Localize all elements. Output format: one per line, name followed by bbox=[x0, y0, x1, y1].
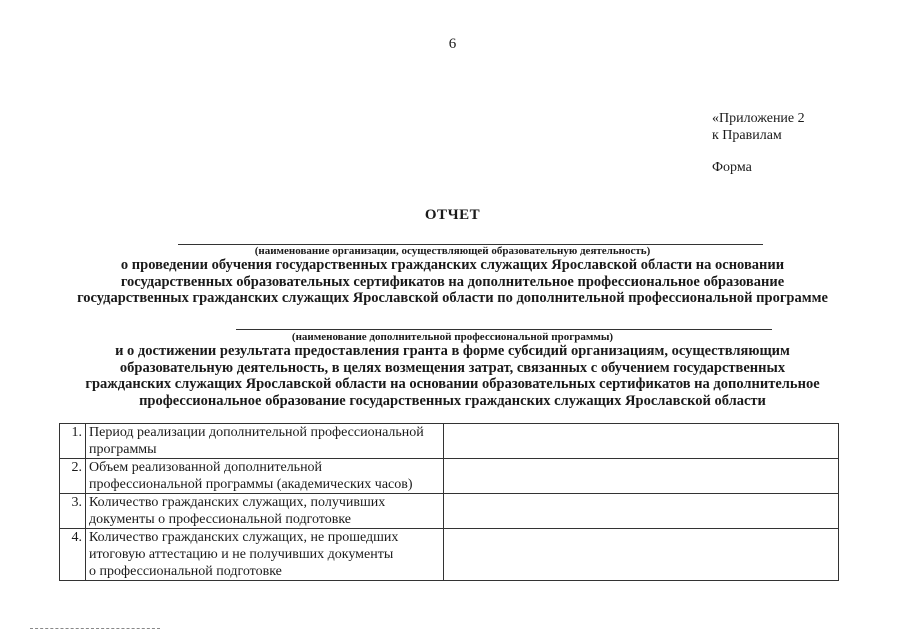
paragraph-line: гражданских служащих Ярославской области на основании образовательных сертификатов на дополнительное bbox=[85, 376, 820, 393]
row-label bbox=[86, 494, 444, 529]
row-label bbox=[86, 459, 444, 494]
row-label-line: о профессиональной подготовке bbox=[89, 564, 282, 579]
scan-artifact bbox=[30, 628, 160, 629]
row-label-line: профессиональной программы (академических часов) bbox=[89, 477, 413, 492]
row-value-cell[interactable] bbox=[444, 459, 839, 494]
row-label bbox=[86, 424, 444, 459]
table-row bbox=[60, 459, 839, 494]
table-row bbox=[60, 494, 839, 529]
paragraph-line: государственных гражданских служащих Ярославской области по дополнительной профессиональной программе bbox=[77, 290, 828, 307]
row-label-line: Объем реализованной дополнительной bbox=[89, 460, 323, 475]
appendix-line-2: к Правилам bbox=[712, 128, 782, 143]
report-subject-paragraph bbox=[0, 257, 905, 307]
row-label-line: программы bbox=[89, 442, 157, 457]
appendix-line-1: «Приложение 2 bbox=[712, 111, 805, 126]
row-number: 3. bbox=[60, 494, 86, 529]
report-table bbox=[59, 423, 839, 581]
row-label-line: итоговую аттестацию и не получивших документы bbox=[89, 547, 394, 562]
row-label-line: Количество гражданских служащих, не прошедших bbox=[89, 530, 399, 545]
row-number: 2. bbox=[60, 459, 86, 494]
program-name-line bbox=[236, 329, 772, 330]
row-label-line: Количество гражданских служащих, получивших bbox=[89, 495, 386, 510]
paragraph-line: государственных образовательных сертификатов на дополнительное профессиональное образование bbox=[120, 273, 785, 290]
appendix-reference bbox=[712, 110, 805, 144]
row-value-cell[interactable] bbox=[444, 494, 839, 529]
row-value-cell[interactable] bbox=[444, 424, 839, 459]
row-label bbox=[86, 529, 444, 581]
row-number: 4. bbox=[60, 529, 86, 581]
grant-result-paragraph bbox=[0, 343, 905, 409]
document-title: ОТЧЕТ bbox=[424, 207, 481, 223]
page-number: 6 bbox=[448, 36, 457, 52]
organization-caption: (наименование организации, осуществляющей образовательную деятельность) bbox=[254, 245, 651, 257]
paragraph-line: образовательную деятельность, в целях возмещения затрат, связанных с обучением государственных bbox=[119, 359, 786, 376]
row-label-line: документы о профессиональной подготовке bbox=[89, 512, 351, 527]
row-value-cell[interactable] bbox=[444, 529, 839, 581]
form-label: Форма bbox=[712, 160, 752, 175]
row-label-line: Период реализации дополнительной профессиональной bbox=[89, 425, 424, 440]
row-number: 1. bbox=[60, 424, 86, 459]
table-row bbox=[60, 424, 839, 459]
table-row bbox=[60, 529, 839, 581]
paragraph-line: о проведении обучения государственных гражданских служащих Ярославской области на основании bbox=[120, 257, 785, 273]
program-caption: (наименование дополнительной профессиональной программы) bbox=[291, 331, 614, 343]
paragraph-line: профессиональное образование государственных гражданских служащих Ярославской области bbox=[139, 392, 766, 409]
paragraph-line: и о достижении результата предоставления гранта в форме субсидий организациям, осуществляющим bbox=[115, 343, 790, 359]
